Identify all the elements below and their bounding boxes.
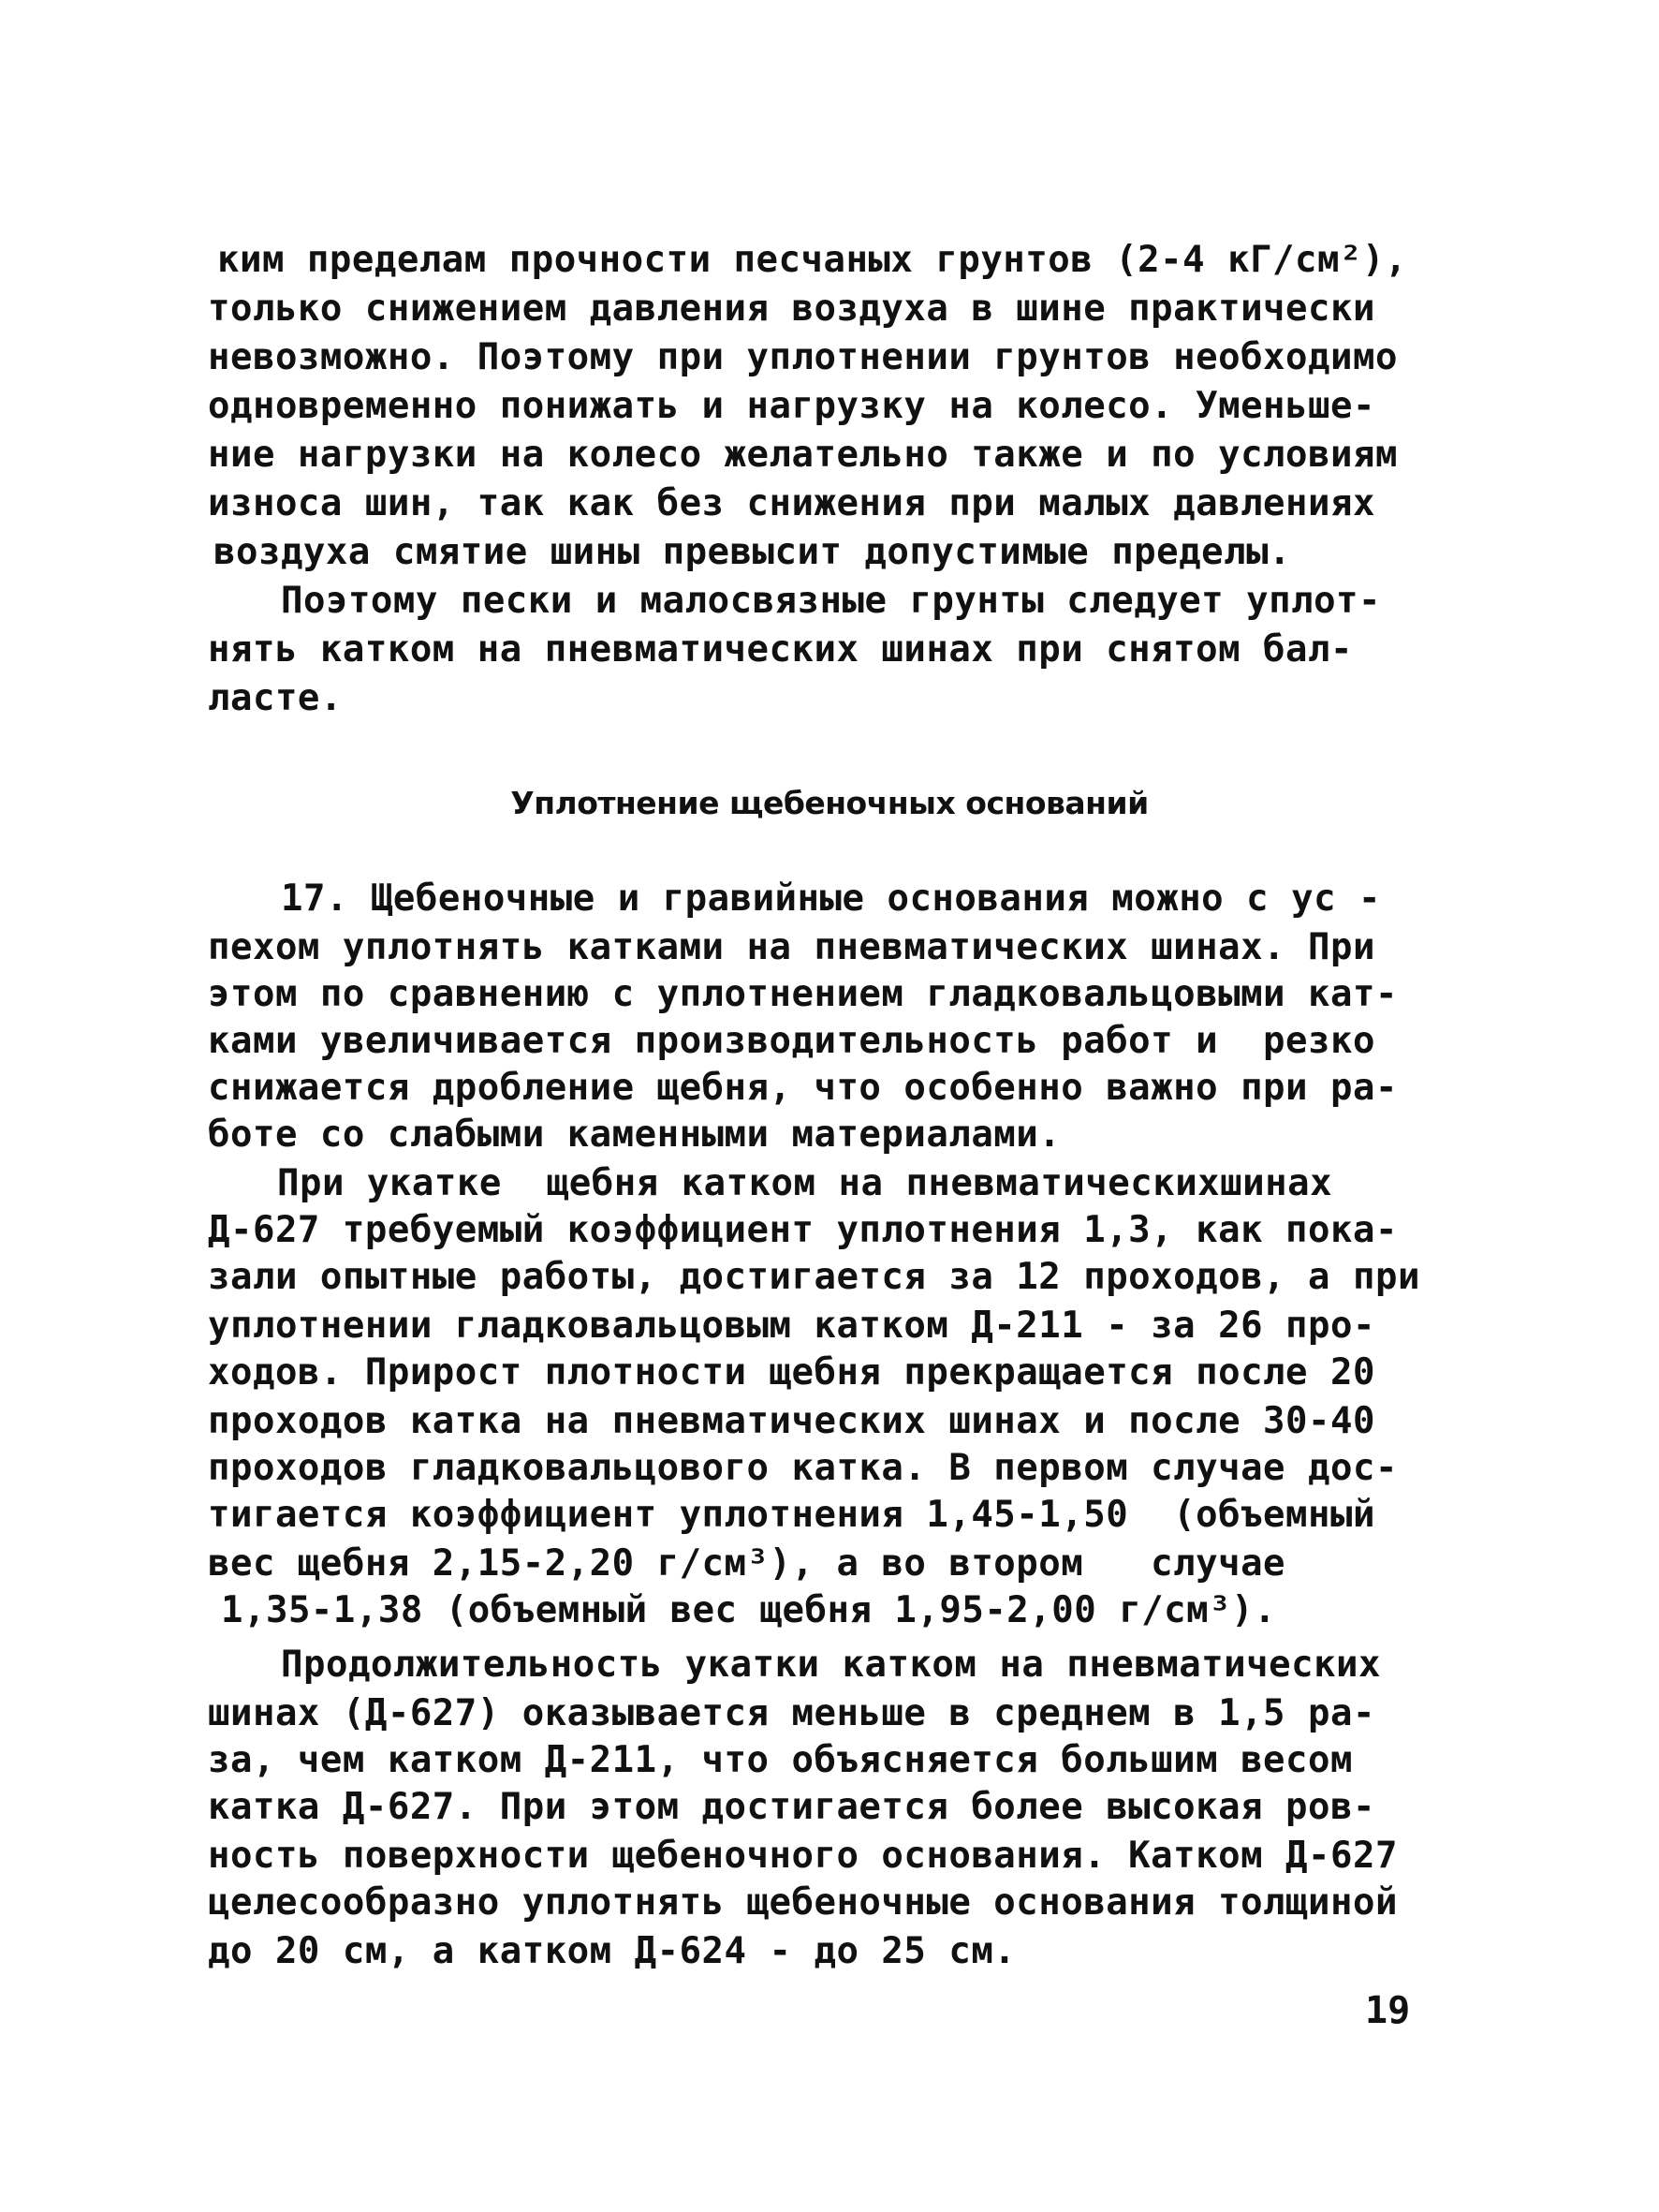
text-line: проходов гладковальцового катка. В первом случае дос- [208, 1447, 1398, 1489]
text-line: Поэтому пески и малосвязные грунты следует уплот- [281, 580, 1382, 622]
text-line: ходов. Прирост плотности щебня прекращается после 20 [208, 1351, 1375, 1394]
text-line: до 20 см, а катком Д-624 - до 25 см. [208, 1930, 1017, 1972]
text-line: нять катком на пневматических шинах при снятом бал- [208, 628, 1353, 671]
text-line: зали опытные работы, достигается за 12 проходов, а при [208, 1256, 1420, 1298]
text-line: этом по сравнению с уплотнением гладковальцовыми кат- [208, 973, 1398, 1015]
text-line: ким пределам прочности песчаных грунтов (2-4 кГ/см²), [217, 239, 1407, 281]
text-line: Продолжительность укатки катком на пневматических [281, 1644, 1382, 1686]
text-line: износа шин, так как без снижения при малых давлениях [208, 482, 1375, 524]
text-line: ние нагрузки на колесо желательно также и по условиям [208, 434, 1398, 476]
text-line: проходов катка на пневматических шинах и после 30-40 [208, 1400, 1375, 1442]
text-line: ность поверхности щебеночного основания. Катком Д-627 [208, 1835, 1398, 1877]
text-line: 1,35-1,38 (объемный вес щебня 1,95-2,00 г/см³). [221, 1589, 1277, 1631]
text-line: Д-627 требуемый коэффициент уплотнения 1,3, как пока- [208, 1209, 1398, 1251]
text-line: вес щебня 2,15-2,20 г/см³), а во втором случае [208, 1542, 1286, 1585]
text-line: При укатке щебня катком на пневматическихшинах [277, 1162, 1333, 1204]
text-line: целесообразно уплотнять щебеночные основания толщиной [208, 1881, 1398, 1924]
text-line: уплотнении гладковальцовым катком Д-211 - за 26 про- [208, 1305, 1375, 1347]
page-number: 19 [1365, 1989, 1411, 2032]
text-line: катка Д-627. При этом достигается более высокая ров- [208, 1786, 1375, 1828]
text-line: одновременно понижать и нагрузку на колесо. Уменьше- [208, 385, 1375, 427]
text-line: только снижением давления воздуха в шине практически [208, 288, 1375, 330]
text-line: ласте. [208, 677, 343, 719]
text-line: ками увеличивается производительность работ и резко [208, 1020, 1375, 1062]
text-line: пехом уплотнять катками на пневматических шинах. При [208, 926, 1375, 968]
text-line: боте со слабыми каменными материалами. [208, 1113, 1062, 1156]
text-line: невозможно. Поэтому при уплотнении грунтов необходимо [208, 336, 1398, 378]
text-line: 17. Щебеночные и гравийные основания можно с ус - [281, 877, 1382, 920]
text-line: шинах (Д-627) оказывается меньше в среднем в 1,5 ра- [208, 1692, 1375, 1734]
section-heading: Уплотнение щебеночных оснований [510, 785, 1149, 821]
text-line: снижается дробление щебня, что особенно важно при ра- [208, 1067, 1398, 1109]
text-line: воздуха смятие шины превысит допустимые пределы. [213, 531, 1292, 573]
text-line: тигается коэффициент уплотнения 1,45-1,50 (объемный [208, 1494, 1375, 1536]
text-line: за, чем катком Д-211, что объясняется большим весом [208, 1739, 1353, 1781]
